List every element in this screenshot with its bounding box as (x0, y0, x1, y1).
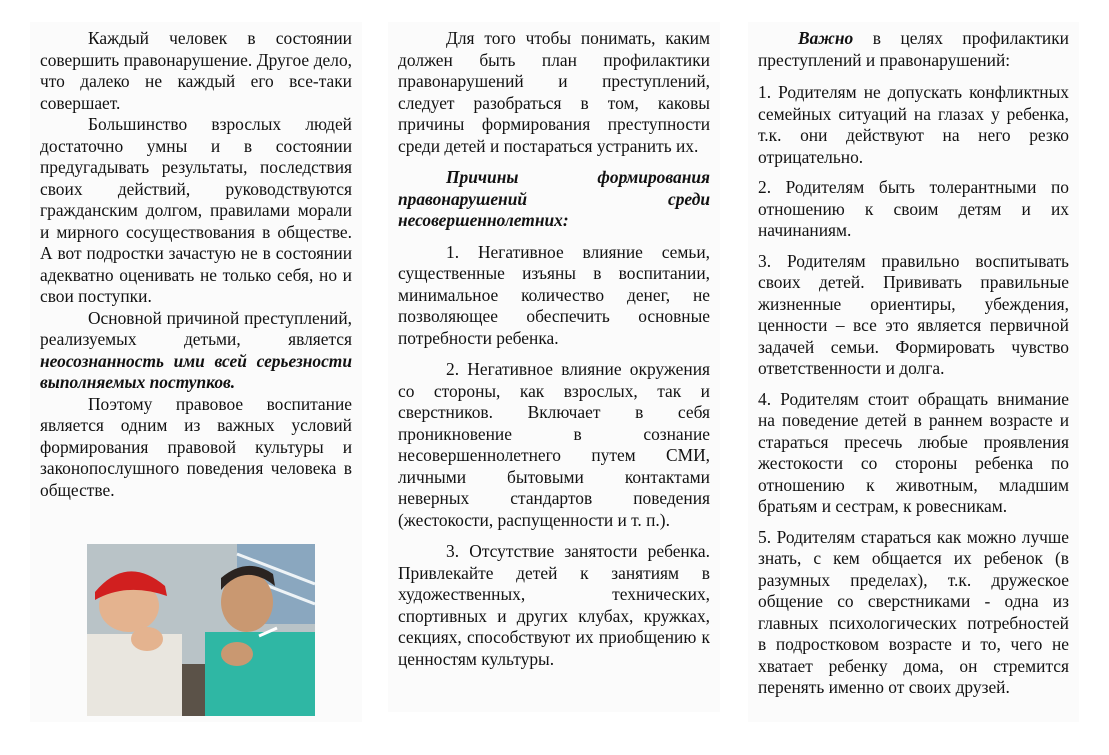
cause-item-1: 1. Негативное влияние семьи, существенные изъяны в воспитании, минимальное количество денег, не позволяющее обеспечить основные потребности ребенка. (398, 241, 710, 348)
paragraph-3-lead: Основной причиной преступлений, реализуемых детьми, является (40, 307, 352, 349)
important-word: Важно (798, 28, 854, 48)
teens-smoking-photo (87, 544, 315, 716)
paragraph-1: Каждый человек в состоянии совершить правонарушение. Другое дело, что далеко не каждый его все-таки совершает. (40, 28, 352, 113)
right-column (748, 22, 1079, 722)
advice-item-4: 4. Родителям стоит обращать внимание на поведение детей в раннем возрасте и стараться пресечь любые проявления жестокости со стороны ребенка по отношению к животным, младшим братьям и сестрам, к ровесникам. (758, 388, 1069, 516)
cause-item-3: 3. Отсутствие занятости ребенка. Привлекайте детей к занятиям в художественных, технических, спортивных и других клубах, кружках, секциях, способствуют их приобщению к ценностям культуры. (398, 541, 710, 669)
important-rest: в целях профилактики преступлений и правонарушений: (758, 28, 1069, 70)
advice-item-3: 3. Родителям правильно воспитывать своих детей. Прививать правильные жизненные ориентиры, убеждения, ценности – все это является первичной задачей семьи. Формировать чувство ответственности и долга. (758, 250, 1069, 378)
causes-heading: Причины формирования правонарушений среди несовершеннолетних: (398, 167, 710, 230)
advice-item-5: 5. Родителям стараться как можно лучше знать, с кем общается их ребенок (в разумных пределах), т.к. дружеское общение со сверстниками - одна из главных психологических потребностей в подростковом возрасте и то, чего не хватает ребенку дома, он стремится перенять именно от своих друзей. (758, 526, 1069, 697)
paragraph-4: Поэтому правовое воспитание является одним из важных условий формирования правовой культуры и законопослушного поведения человека в обществе. (40, 393, 352, 500)
paragraph-3-emphasis: неосознанность ими всей серьезности выполняемых поступков. (40, 350, 352, 392)
paragraph-3 (40, 308, 352, 394)
intro-paragraph: Для того чтобы понимать, каким должен быть план профилактики правонарушений и преступлений, следует разобраться в том, каковы причины формирования преступности среди детей и постараться устранить их. (398, 28, 710, 156)
cause-item-2: 2. Негативное влияние окружения со стороны, как взрослых, так и сверстников. Включает в себя проникновение в сознание несовершеннолетнего путем СМИ, личными бытовыми контактами неверных стандартов поведения (жестокости, распущенности и т. п.). (398, 359, 710, 530)
photo-illustration (87, 544, 315, 716)
paragraph-2: Большинство взрослых людей достаточно умны и в состоянии предугадывать результаты, последствия своих действий, руководствуются гражданским долгом, правилами морали и мирного сосуществования в обществе. А вот подростки зачастую не в состоянии адекватно оценивать не только себя, но и свои поступки. (40, 114, 352, 306)
important-lead (758, 28, 1069, 71)
middle-column (388, 22, 720, 712)
advice-item-1: 1. Родителям не допускать конфликтных семейных ситуаций на глазах у ребенка, т.к. они действуют на него резко отрицательно. (758, 82, 1069, 167)
left-column (30, 22, 362, 722)
advice-item-2: 2. Родителям быть толерантными по отношению к своим детям и их начинаниям. (758, 177, 1069, 240)
